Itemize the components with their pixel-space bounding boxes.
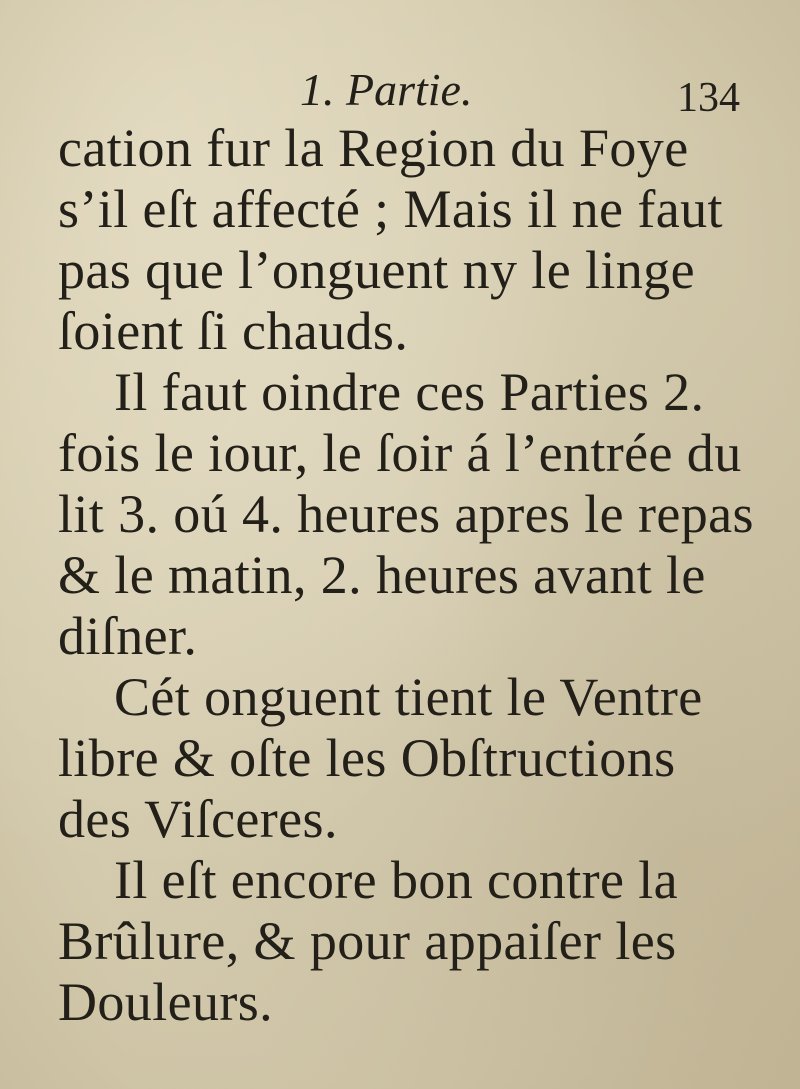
text-line: s’il eſt affecté ; Mais il ne faut: [58, 179, 723, 239]
paragraph-start-line: Il faut oindre ces Parties 2.: [114, 362, 705, 422]
running-head: 1. Partie.: [300, 64, 473, 115]
paragraph-start-line: Cét onguent tient le Ventre: [114, 667, 703, 727]
page-number: 134: [677, 75, 740, 121]
text-line: & le matin, 2. heures avant le: [58, 545, 706, 605]
body-text: [58, 118, 754, 1033]
text-line: libre & oſte les Obſtructions: [58, 728, 676, 788]
text-line: cation fur la Region du Foye: [58, 118, 689, 178]
paragraph-start-line: Il eſt encore bon contre la: [114, 850, 679, 910]
text-line: fois le iour, le ſoir á l’entrée du: [58, 423, 742, 483]
text-line: Douleurs.: [58, 972, 274, 1032]
text-line: diſner.: [58, 606, 198, 666]
text-line: Brûlure, & pour appaiſer les: [58, 911, 677, 971]
text-line: ſoient ſi chauds.: [58, 301, 409, 361]
text-line: des Viſceres.: [58, 789, 338, 849]
text-line: pas que l’onguent ny le linge: [58, 240, 695, 300]
text-line: lit 3. oú 4. heures apres le repas: [58, 484, 754, 544]
page-header: [0, 62, 800, 121]
